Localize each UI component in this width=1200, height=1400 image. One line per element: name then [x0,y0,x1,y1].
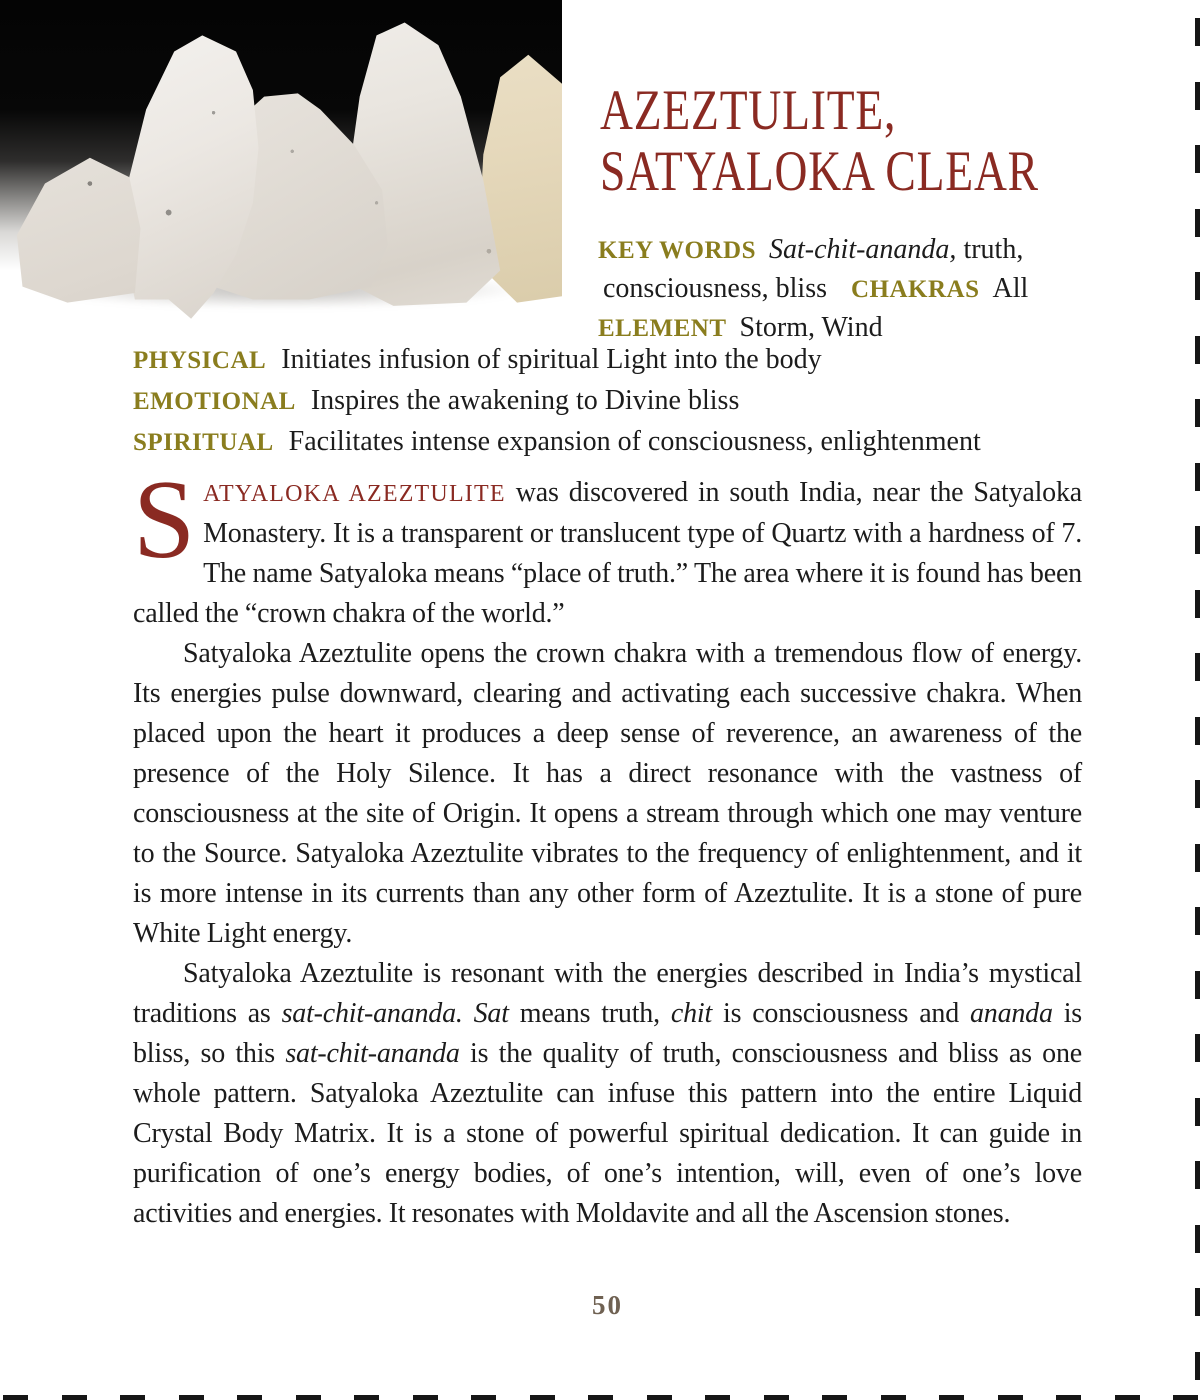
text-segment: truth, [956,234,1024,265]
attributes-block [133,340,1083,463]
text-segment: ATYALOKA AZEZTULITE [203,481,506,507]
page-edge-dash [354,1395,379,1400]
body-text [133,458,1083,1234]
page-edge-tick [1195,1034,1200,1062]
page-edge-dash [296,1395,321,1400]
page-edge-dash [3,1395,28,1400]
attribute-text: Initiates infusion of spiritual Light into the body [281,344,822,375]
crystal-photo [0,0,562,322]
keywords-line [598,231,1068,270]
text-segment: sat-chit-ananda. Sat [281,998,509,1029]
page-edge-dash [881,1395,906,1400]
page-edge-tick [1195,1288,1200,1316]
title-line-1: AZEZTULITE, [600,79,897,142]
page-edge-dash [939,1395,964,1400]
paragraph-3 [133,954,1082,1234]
page-edge-tick [1195,145,1200,173]
page-edge-tick [1195,907,1200,935]
text-segment: Storm, Wind [739,312,883,343]
page-edge-tick [1195,209,1200,237]
text-segment: CHAKRAS [851,276,980,303]
page-number: 50 [592,1290,623,1320]
page-edge-tick [1195,526,1200,554]
attribute-label: SPIRITUAL [133,429,274,456]
text-segment: Sat-chit-ananda, [769,234,957,265]
page-edge-dash [1173,1395,1198,1400]
keywords-line [598,270,1068,309]
drop-cap: S [133,458,196,582]
text-segment: chit [670,998,713,1029]
paragraph-1 [133,458,1083,634]
attribute-text: Inspires the awakening to Divine bliss [310,385,740,416]
attribute-row-spiritual [133,422,1083,463]
title-line-2: SATYALOKA CLEAR [600,140,1039,203]
text-segment: Satyaloka Azeztulite opens the crown chakra with a tremendous flow of energy. Its energies pulse downward, clearing and activating each successive chakra. When placed upon the heart it produces a deep sense of reverence, an awareness of the presence of the Holy Silence. It has a direct resonance with the vastness of consciousness at the site of Origin. It opens a stream through which one may venture to the Source. Satyaloka Azeztulite vibrates to the frequency of enlightenment, and it is more intense in its currents than any other form of Azeztulite. It is a stone of pure White Light energy. [133,638,1082,949]
page-edge-tick [1195,780,1200,808]
keywords-block [598,231,1068,348]
page-edge-dash [1115,1395,1140,1400]
page-edge-tick [1195,1352,1200,1380]
page-edge-dash [413,1395,438,1400]
text-segment: All [992,273,1029,304]
text-segment: means truth, [508,998,671,1029]
attribute-label: PHYSICAL [133,347,267,374]
page-edge-dash [237,1395,262,1400]
page-edge-dash [647,1395,672,1400]
page-edge-tick [1195,590,1200,618]
page-edge-tick [1195,653,1200,681]
page-edge-dash [471,1395,496,1400]
page-edge-dash [179,1395,204,1400]
page-edge-dash [764,1395,789,1400]
page-edge-tick [1195,272,1200,300]
page-edge-tick [1195,717,1200,745]
page-edge-tick [1195,336,1200,364]
page-edge-tick [1195,971,1200,999]
attribute-label: EMOTIONAL [133,388,296,415]
text-segment: was discovered in south India, near the Satyaloka Monastery. It is a transparent or translucent type of Quartz with a hardness of 7. The name Satyaloka means “place of truth.” The area where it is found has been called the “crown chakra of the world.” [133,477,1083,629]
page-edge-tick [1195,463,1200,491]
page-edge-dash [822,1395,847,1400]
page-edge-dash [62,1395,87,1400]
page-edge-tick [1195,844,1200,872]
attribute-text: Facilitates intense expansion of consciousness, enlightenment [288,426,981,457]
text-segment: ananda [969,998,1053,1029]
text-segment: sat-chit-ananda [285,1038,460,1069]
page-edge-dash [588,1395,613,1400]
paragraph-text [133,477,1082,629]
page-edge-dash [120,1395,145,1400]
text-segment: is the quality of truth, consciousness and bliss as one whole pattern. Satyaloka Azeztulite can infuse this pattern into the entire Liquid Crystal Body Matrix. It is a stone of powerful spiritual dedication. It can guide in purification of one’s energy bodies, of one’s intention, will, even of one’s love activities and energies. It resonates with Moldavite and all the Ascension stones. [133,1038,1082,1229]
page-edge-tick [1195,1161,1200,1189]
attribute-row-emotional [133,381,1083,422]
text-segment: ELEMENT [598,315,727,342]
text-segment: consciousness, bliss [603,273,827,304]
attribute-row-physical [133,340,1083,381]
text-segment: Satyaloka Azeztulite is resonant with the energies described in India’s mystical traditions as [133,958,1082,1029]
page-edge-tick [1195,1098,1200,1126]
text-segment: is consciousness and [712,998,970,1029]
page-edge-tick [1195,1225,1200,1253]
page-edge-dash [530,1395,555,1400]
page-edge-dash [705,1395,730,1400]
text-segment: KEY WORDS [598,237,757,264]
crystal-speckles [0,0,562,322]
page-edge-dash [1056,1395,1081,1400]
page-edge-tick [1195,18,1200,46]
page-title [600,80,1149,202]
text-segment: is bliss, so this [133,998,1082,1069]
page-edge-tick [1195,82,1200,110]
page-edge-dash [998,1395,1023,1400]
paragraph-2 [133,634,1082,954]
page-edge-tick [1195,399,1200,427]
